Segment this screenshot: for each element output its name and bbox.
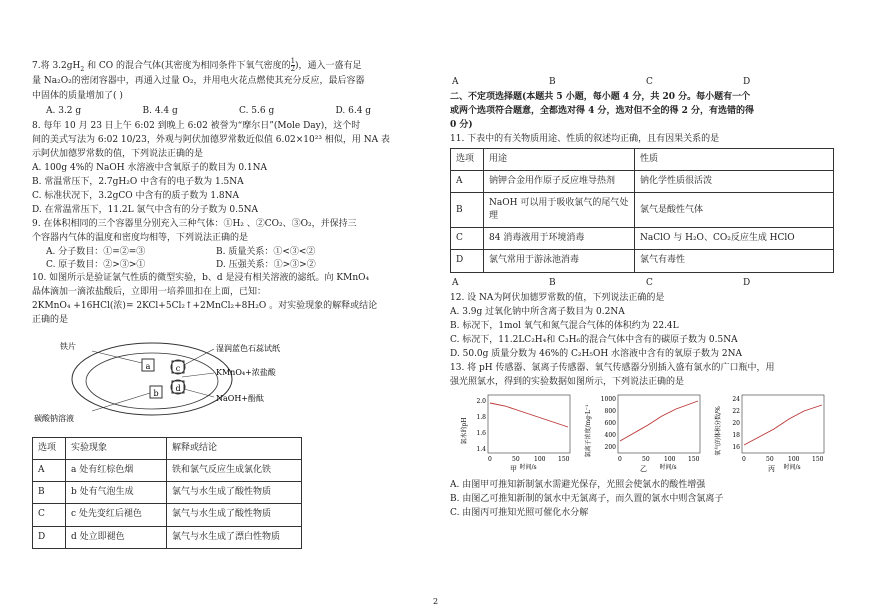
graph-xtick: 100 xyxy=(534,455,546,463)
spot-c-label: c xyxy=(175,364,181,374)
spot-d-label: d xyxy=(175,384,181,394)
table-cell: B xyxy=(451,193,484,228)
table-cell: NaClO 与 H₂O、CO₂反应生成 HClO xyxy=(635,228,834,250)
q7-text-c: )，通入一盛有足 xyxy=(295,61,362,71)
q9-options-row2 xyxy=(46,259,432,272)
section2-heading-line2: 或两个选项符合题意，全都选对得 4 分，选对但不全的得 2 分，有选错的得 xyxy=(450,106,755,117)
answer-letter-d: D xyxy=(743,277,751,288)
graph-yi xyxy=(584,391,708,473)
table-header-cell: 解释或结论 xyxy=(167,438,302,460)
q9-option-a: A. 分子数目：①=②=③ xyxy=(46,247,146,258)
iron-label: 铁片 xyxy=(60,342,76,352)
table-cell: 钠化学性质很活泼 xyxy=(635,171,834,193)
graph-bing xyxy=(714,391,832,473)
q13-line2: 强光照氯水，得到的实验数据如图所示，下列说法正确的是 xyxy=(450,376,685,387)
table-cell: C xyxy=(33,504,66,526)
table-cell: D xyxy=(451,250,484,272)
graph-xtick: 50 xyxy=(512,455,520,463)
table-cell: d 处立即褪色 xyxy=(66,526,167,548)
q10-line2: 晶体滴加一滴浓盐酸后，立即用一培养皿扣在上面，已知： xyxy=(32,287,267,298)
table-cell: 氯气与水生成了酸性物质 xyxy=(167,482,302,504)
q10-apparatus-diagram xyxy=(32,331,322,431)
graph-ytick: 18 xyxy=(732,431,740,439)
q11-stem: 11. 下表中的有关物质用途、性质的叙述均正确，且有因果关系的是 xyxy=(450,134,720,145)
q8-option-c: C. 标准状况下，3.2gCO 中含有的质子数为 1.8NA xyxy=(32,190,240,201)
graph-xtick: 50 xyxy=(766,455,774,463)
graph-ylabel: 氯离子浓度/mg·L⁻¹ xyxy=(585,404,592,458)
table-cell: 氯气常用于游泳池消毒 xyxy=(484,250,635,272)
table-cell: 84 消毒液用于环境消毒 xyxy=(484,228,635,250)
graph-ytick: 400 xyxy=(604,431,616,439)
table-cell: c 处先变红后褪色 xyxy=(66,504,167,526)
kmno4-label: KMnO₄+浓盐酸 xyxy=(216,368,276,378)
petri-dish-figure xyxy=(32,331,322,431)
q7-frac-num: 1 xyxy=(290,57,296,65)
table-cell: A xyxy=(451,171,484,193)
graph-xtick: 100 xyxy=(788,455,800,463)
naoh-leader xyxy=(184,389,214,397)
graph-ytick: 16 xyxy=(732,443,740,451)
table-row xyxy=(33,482,302,504)
q11-table xyxy=(450,148,834,272)
graph-ylabel: 氯水的pH xyxy=(461,417,468,445)
table-cell: 氯气与水生成了漂白性物质 xyxy=(167,526,302,548)
section2-heading-line1: 二、不定项选择题(本题共 5 小题，每小题 4 分，共 20 分。每小题有一个 xyxy=(450,92,751,103)
spot-a-label: a xyxy=(145,362,151,372)
q9-options-row1 xyxy=(46,246,432,259)
iron-leader xyxy=(92,351,142,363)
table-cell: b 处有气泡生成 xyxy=(66,482,167,504)
graph-xtick: 0 xyxy=(488,455,492,463)
spot-b-label: b xyxy=(153,389,159,399)
q8-option-d: D. 在常温常压下，11.2L 氯气中含有的分子数为 0.5NA xyxy=(32,204,259,215)
table-row xyxy=(33,526,302,548)
graph-xlabel: 时间/s xyxy=(519,463,537,471)
q10-line3: 2KMnO₄ +16HCl(浓)= 2KCl+5Cl₂↑+2MnCl₂+8H₂O 。对实验现象的解释或结论 xyxy=(32,301,378,312)
section2-heading-line3: 0 分) xyxy=(450,120,473,131)
q13-option-b: B. 由图乙可推知新制的氯水中无氯离子，而久置的氯水中则含氯离子 xyxy=(450,493,724,504)
graph-ytick: 600 xyxy=(604,419,616,427)
graph-name: 甲 xyxy=(510,464,517,473)
graph-xtick: 150 xyxy=(688,455,700,463)
q13-option-a: A. 由图甲可推知新制氯水需避光保存，光照会使氯水的酸性增强 xyxy=(450,479,706,490)
table-header-cell: 实验现象 xyxy=(66,438,167,460)
naoh-label: NaOH+酚酞 xyxy=(216,394,265,404)
table-row xyxy=(451,250,834,272)
q8-option-a: A. 100g 4%的 NaOH 水溶液中含氧原子的数目为 0.1NA xyxy=(32,162,268,173)
table-header-cell: 性质 xyxy=(635,149,834,171)
answer-letter-a: A xyxy=(452,277,459,288)
graph-xtick: 0 xyxy=(618,455,622,463)
q13-line1: 13. 将 pH 传感器、氯离子传感器、氧气传感器分别插入盛有氯水的广口瓶中，用 xyxy=(450,362,775,373)
answer-letter-c: C xyxy=(646,77,653,87)
table-row xyxy=(451,193,834,228)
q7-option-d: D. 6.4 g xyxy=(335,105,372,116)
graph-curve xyxy=(490,403,568,427)
q7-line2: 量 Na₂O₂的密闭容器中，再通入过量 O₂，并用电火花点燃使其充分反应，最后容器 xyxy=(32,76,365,87)
wet-paper-leader xyxy=(184,349,214,365)
graph-curve xyxy=(620,401,698,441)
graph-ytick: 2.0 xyxy=(476,397,486,405)
answer-letter-a: A xyxy=(452,77,459,87)
q9-option-c: C. 原子数目：②>③>① xyxy=(46,260,146,271)
table-row xyxy=(451,171,834,193)
wet-paper-label: 湿润蓝色石蕊试纸 xyxy=(216,344,280,354)
answer-letter-b: B xyxy=(549,277,556,288)
q7-line3: 中固体的质量增加了( ) xyxy=(32,90,123,101)
q7-option-a: A. 3.2 g xyxy=(46,105,82,116)
q13-graphs xyxy=(460,391,840,473)
table-header-row xyxy=(451,149,834,171)
table-cell: 氯气有毒性 xyxy=(635,250,834,272)
graph-ytick: 200 xyxy=(604,443,616,451)
left-column xyxy=(32,58,432,549)
table-cell: NaOH 可以用于吸收氯气的尾气处理 xyxy=(484,193,635,228)
graph-name: 丙 xyxy=(768,464,775,473)
q8-line3: 示阿伏加德罗常数的值，下列说法正确的是 xyxy=(32,148,204,159)
table-cell: 氯气是酸性气体 xyxy=(635,193,834,228)
table-cell: a 处有红棕色烟 xyxy=(66,460,167,482)
q12-stem: 12. 设 NA为阿伏加德罗常数的值，下列说法正确的是 xyxy=(450,292,665,303)
page-number: 2 xyxy=(433,597,439,606)
graph-curve xyxy=(744,405,822,445)
graph-frame xyxy=(618,395,700,453)
graph-name: 乙 xyxy=(640,464,647,473)
q12-option-b: B. 标况下，1mol 氧气和氮气混合气体的体积约为 22.4L xyxy=(450,320,679,331)
graph-ytick: 24 xyxy=(732,395,740,403)
q9-option-b: B. 质量关系：①<③<② xyxy=(216,247,316,258)
table-cell: A xyxy=(33,460,66,482)
graph-ytick: 20 xyxy=(732,419,740,427)
q10-line4: 正确的是 xyxy=(32,315,69,326)
q10-line1: 10. 如图所示是验证氯气性质的微型实验，b、d 是浸有相关溶液的滤纸。向 KMnO₄ xyxy=(32,273,370,284)
answer-letter-d: D xyxy=(743,77,751,87)
q12-option-c: C. 标况下，11.2LC₂H₄和 C₃H₆的混合气体中含有的碳原子数为 0.5NA xyxy=(450,334,738,345)
q7-text-b: 和 CO 的混合气体(其密度为相同条件下氧气密度的 xyxy=(84,61,291,71)
table-header-row xyxy=(33,438,302,460)
graph-jia xyxy=(460,391,578,473)
q12-option-a: A. 3.9g 过氧化钠中所含离子数目为 0.2NA xyxy=(450,306,625,317)
table-row xyxy=(33,460,302,482)
q9-option-d: D. 压强关系：①>③>② xyxy=(216,260,316,271)
q7-options xyxy=(46,105,432,118)
graph-xtick: 150 xyxy=(812,455,824,463)
q8-line2: 间的美式写法为 6:02 10/23，外观与阿伏加德罗常数近似值 6.02×10²³ 相似，用 NA 表 xyxy=(32,134,390,145)
q7-option-b: B. 4.4 g xyxy=(142,105,178,116)
q9-line2: 个容器内气体的温度和密度均相等，下列说法正确的是 xyxy=(32,233,249,243)
graph-xtick: 150 xyxy=(558,455,570,463)
q13-option-c: C. 由图丙可推知光照可催化水分解 xyxy=(450,507,589,518)
q7-text-a: 7.将 3.2gH xyxy=(32,61,81,71)
q7-frac-den: 2 xyxy=(290,65,296,73)
graph-xtick: 50 xyxy=(642,455,650,463)
q9-line1: 9. 在体积相同的三个容器里分别充入三种气体：①H₂ 、②CO₂、③O₂，并保持三 xyxy=(32,218,357,229)
graph-ytick: 800 xyxy=(604,407,616,415)
graph-xlabel: 时间/s xyxy=(783,463,801,471)
table-cell: B xyxy=(33,482,66,504)
graph-frame xyxy=(742,395,824,453)
table-cell: C xyxy=(451,228,484,250)
kmno4-leader xyxy=(182,373,214,377)
petri-dish-outer xyxy=(72,343,232,415)
q7-option-c: C. 5.6 g xyxy=(239,105,275,116)
graph-xtick: 0 xyxy=(742,455,746,463)
answer-letter-b: B xyxy=(549,77,556,87)
graph-xlabel: 时间/s xyxy=(659,463,677,471)
graph-ytick: 1.6 xyxy=(476,429,486,437)
graph-ytick: 1.4 xyxy=(476,445,486,453)
answer-letter-c: C xyxy=(646,277,653,288)
q8-line1: 8. 每年 10 月 23 日上午 6:02 到晚上 6:02 被誉为“摩尔日”(Mole Day)，这个时 xyxy=(32,120,361,131)
na2co3-label: 碳酸钠溶液 xyxy=(34,414,74,424)
graph-ytick: 22 xyxy=(732,407,740,415)
table-header-cell: 选项 xyxy=(451,149,484,171)
table-header-cell: 选项 xyxy=(33,438,66,460)
q8-option-b: B. 常温常压下，2.7gH₂O 中含有的电子数为 1.5NA xyxy=(32,176,244,187)
graph-ytick: 1.8 xyxy=(476,413,486,421)
q7-line1: 7.将 $3.2gH_2$ 和 CO 的混合气体(其密度为相同条件下氧气密度的 $\frac{1}{2}$ )，通入一盛有足 xyxy=(32,57,362,73)
table-row xyxy=(451,228,834,250)
table-header-cell: 用途 xyxy=(484,149,635,171)
table-row xyxy=(33,504,302,526)
q10-answer-letters xyxy=(452,76,840,89)
table-cell: 钠钾合金用作原子反应堆导热剂 xyxy=(484,171,635,193)
q10-table xyxy=(32,437,302,548)
table-cell: 铁和氯气反应生成氯化铁 xyxy=(167,460,302,482)
graph-ytick: 1000 xyxy=(600,395,616,403)
right-column xyxy=(450,76,840,521)
table-cell: 氯气与水生成了酸性物质 xyxy=(167,504,302,526)
table-cell: D xyxy=(33,526,66,548)
q11-answer-letters xyxy=(452,277,840,290)
graph-ylabel: 氧气的体积分数/% xyxy=(715,406,722,456)
graph-xtick: 100 xyxy=(664,455,676,463)
q12-option-d: D. 50.0g 质量分数为 46%的 C₂H₅OH 水溶液中含有的氧原子数为 2NA xyxy=(450,348,743,359)
